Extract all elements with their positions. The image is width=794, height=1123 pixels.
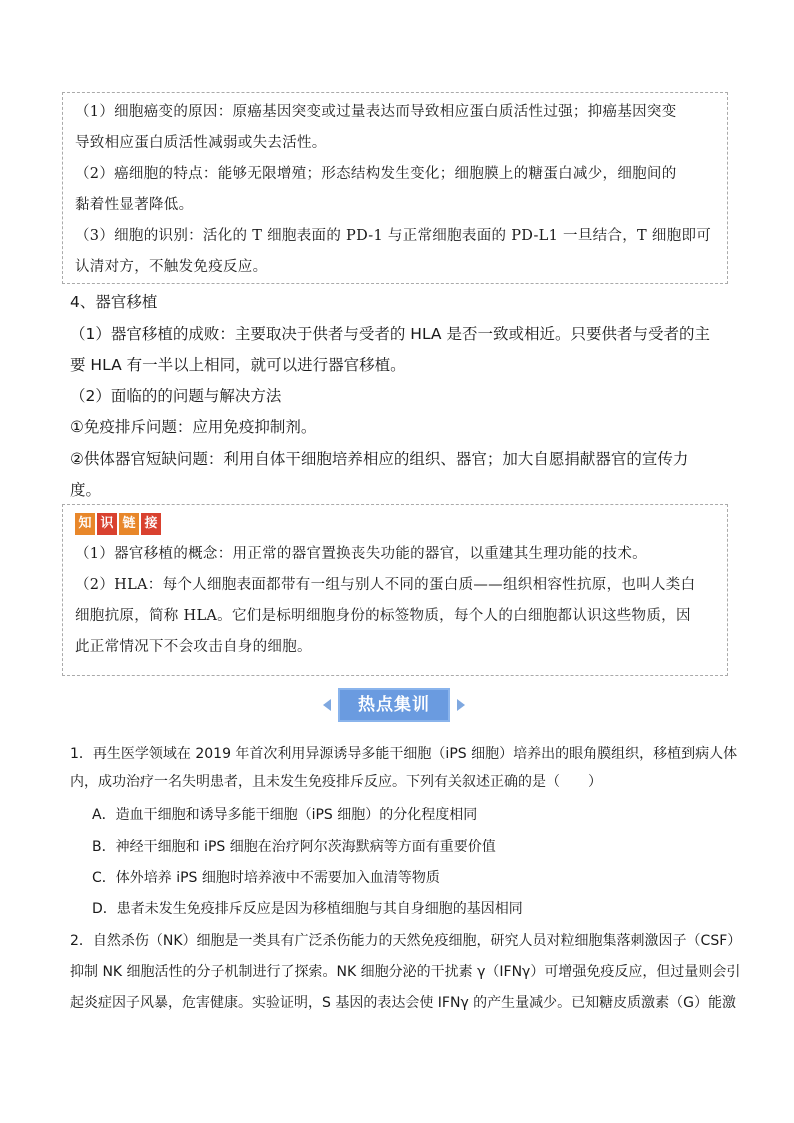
box1-line: 黏着性显著降低。	[75, 197, 194, 213]
knowledge-link-badge	[75, 513, 719, 535]
box1-line: （3）细胞的识别：活化的 T 细胞表面的 PD-1 与正常细胞表面的 PD-L1 一旦结合，T 细胞即可	[75, 228, 712, 244]
hot-topics-banner	[323, 688, 468, 722]
box1-line: 认清对方，不触发免疫反应。	[75, 259, 268, 275]
box1-line: （2）癌细胞的特点：能够无限增殖；形态结构发生变化；细胞膜上的糖蛋白减少，细胞间的	[75, 166, 677, 182]
badge-char: 识	[97, 513, 117, 535]
section-line: ①免疫排斥问题：应用免疫抑制剂。	[70, 418, 317, 436]
question-2-stem: 起炎症因子风暴，危害健康。实验证明，S 基因的表达会使 IFNγ 的产生量减少。已知糖皮质激素（G）能激	[70, 995, 737, 1011]
question-1-stem: 1．再生医学领域在 2019 年首次利用异源诱导多能干细胞（iPS 细胞）培养出的眼角膜组织，移植到病人体	[70, 746, 738, 762]
left-triangle-icon	[323, 699, 331, 711]
badge-char: 知	[75, 513, 95, 535]
knowledge-link-box	[62, 504, 728, 676]
section-line: （2）面临的的问题与解决方法	[70, 387, 282, 405]
box2-line: 细胞抗原，简称 HLA。它们是标明细胞身份的标签物质，每个人的白细胞都认识这些物质，因	[75, 608, 691, 624]
question-1-option-c: C．体外培养 iPS 细胞时培养液中不需要加入血清等物质	[92, 870, 440, 886]
right-triangle-icon	[457, 699, 465, 711]
question-1-option-d: D．患者未发生免疫排斥反应是因为移植细胞与其自身细胞的基因相同	[92, 901, 523, 917]
question-2-stem: 抑制 NK 细胞活性的分子机制进行了探索。NK 细胞分泌的干扰素 γ（IFNγ）可增强免疫反应，但过量则会引	[70, 964, 741, 980]
box2-line: （1）器官移植的概念：用正常的器官置换丧失功能的器官，以重建其生理功能的技术。	[75, 546, 647, 562]
question-2-stem: 2．自然杀伤（NK）细胞是一类具有广泛杀伤能力的天然免疫细胞，研究人员对粒细胞集落刺激因子（CSF）	[70, 933, 742, 949]
box2-line: （2）HLA：每个人细胞表面都带有一组与别人不同的蛋白质——组织相容性抗原，也叫人类白	[75, 577, 696, 593]
box1-line: 导致相应蛋白质活性减弱或失去活性。	[75, 135, 327, 151]
section-line: ②供体器官短缺问题：利用自体干细胞培养相应的组织、器官；加大自愿捐献器官的宣传力	[70, 450, 689, 468]
box1-line: （1）细胞癌变的原因：原癌基因突变或过量表达而导致相应蛋白质活性过强；抑癌基因突变	[75, 104, 677, 120]
section-line: （1）器官移植的成败：主要取决于供者与受者的 HLA 是否一致或相近。只要供者与受者的主	[70, 325, 710, 343]
question-1-option-a: A．造血干细胞和诱导多能干细胞（iPS 细胞）的分化程度相同	[92, 807, 478, 823]
hot-topics-title: 热点集训	[338, 688, 450, 722]
badge-char: 链	[119, 513, 139, 535]
cancer-notes-box	[62, 92, 728, 284]
badge-char: 接	[141, 513, 161, 535]
section-line: 要 HLA 有一半以上相同，就可以进行器官移植。	[70, 356, 406, 374]
question-1-option-b: B．神经干细胞和 iPS 细胞在治疗阿尔茨海默病等方面有重要价值	[92, 839, 496, 855]
box2-line: 此正常情况下不会攻击自身的细胞。	[75, 639, 312, 655]
section-line: 度。	[70, 481, 102, 499]
section-heading: 4、器官移植	[70, 293, 158, 311]
question-1-stem: 内，成功治疗一名失明患者，且未发生免疫排斥反应。下列有关叙述正确的是（ ）	[70, 774, 602, 790]
